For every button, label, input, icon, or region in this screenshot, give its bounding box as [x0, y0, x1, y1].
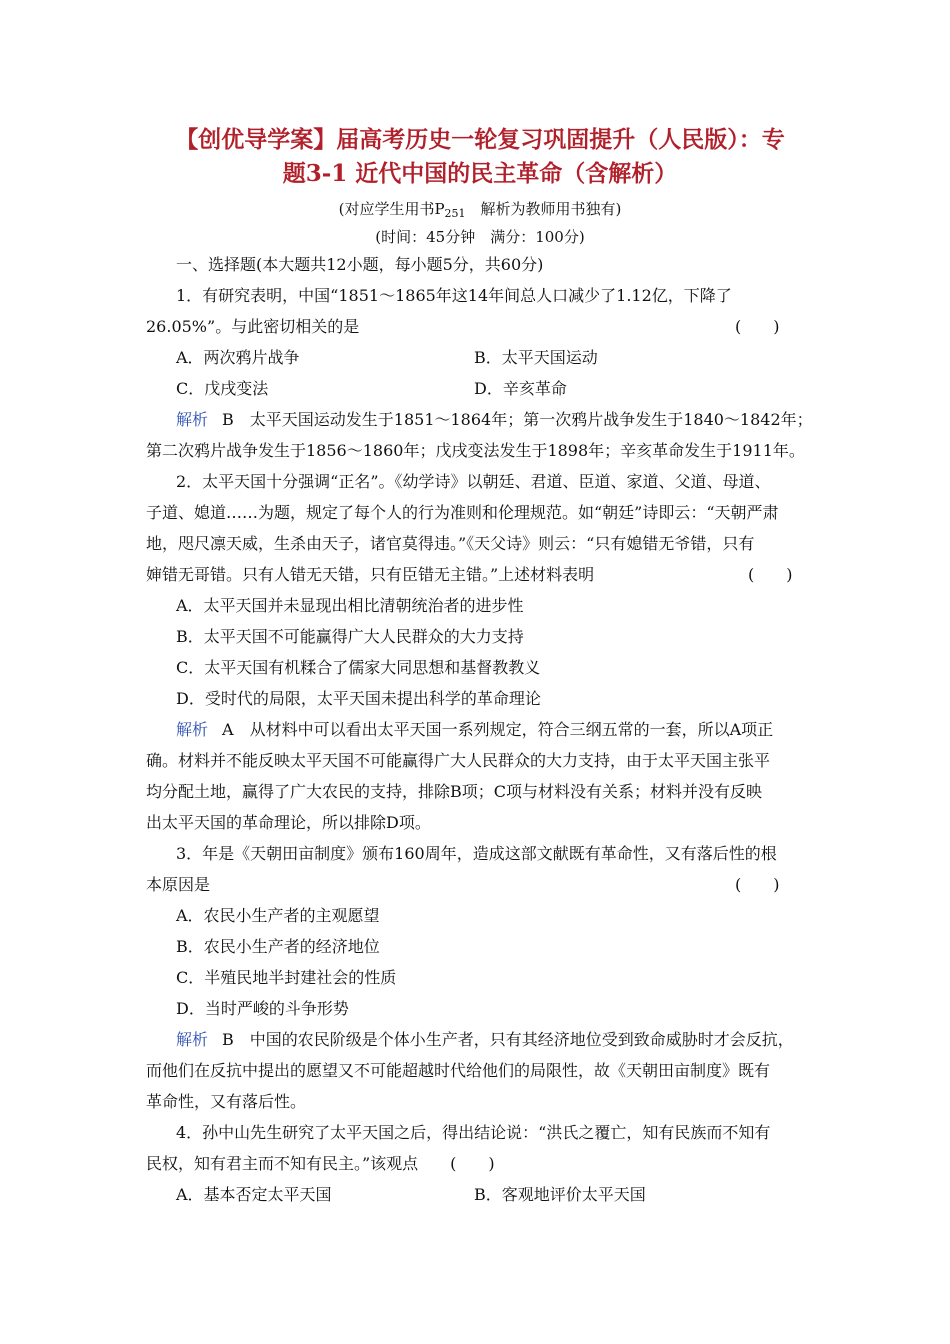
q1-analysis-line2: 第二次鸦片战争发生于1856～1860年；戊戌变法发生于1898年；辛亥革命发生于1911年。 — [146, 441, 805, 460]
q2-option-a: A．太平天国并未显现出相比清朝统治者的进步性 — [176, 596, 524, 615]
q2-stem-line4: 婶错无哥错。只有人错无天错，只有臣错无主错。”上述材料表明 — [146, 565, 595, 584]
q2-analysis-line1: 解析 A 从材料中可以看出太平天国一系列规定，符合三纲五常的一套，所以A项正 — [176, 720, 774, 739]
q4-option-a: A．基本否定太平天国 — [176, 1185, 332, 1204]
q2-option-b: B．太平天国不可能赢得广大人民群众的大力支持 — [176, 627, 524, 646]
q2-stem-line2: 子道、媳道……为题，规定了每个人的行为准则和伦理规范。如“朝廷”诗即云：“天朝严肃 — [146, 503, 779, 522]
q3-option-a: A．农民小生产者的主观愿望 — [176, 906, 380, 925]
q4-stem-line1: 4．孙中山先生研究了太平天国之后，得出结论说：“洪氏之覆亡，知有民族而不知有 — [176, 1123, 771, 1142]
q3-answer-paren: ( ) — [735, 875, 780, 894]
q3-option-c: C．半殖民地半封建社会的性质 — [176, 968, 397, 987]
q3-stem-line1: 3．年是《天朝田亩制度》颁布160周年，造成这部文献既有革命性，又有落后性的根 — [176, 844, 777, 863]
q3-option-b: B．农民小生产者的经济地位 — [176, 937, 380, 956]
q4-option-b: B．客观地评价太平天国 — [474, 1185, 646, 1204]
q1-option-c: C．戊戌变法 — [176, 379, 269, 398]
q2-option-c: C．太平天国有机糅合了儒家大同思想和基督教教义 — [176, 658, 541, 677]
q3-analysis-line2: 而他们在反抗中提出的愿望又不可能超越时代给他们的局限性，故《天朝田亩制度》既有 — [146, 1061, 771, 1080]
document-title-line-2: 题3-1 近代中国的民主革命（含解析） — [282, 160, 678, 187]
q1-option-b: B．太平天国运动 — [474, 348, 598, 367]
q1-stem-line1: 1．有研究表明，中国“1851～1865年这14年间总人口减少了1.12亿，下降了 — [176, 286, 732, 305]
q2-answer-paren: ( ) — [748, 565, 793, 584]
q4-stem-line2: 民权，知有君主而不知有民主。”该观点 ( ) — [146, 1154, 495, 1173]
q1-option-d: D．辛亥革命 — [474, 379, 567, 398]
q3-analysis-line3: 革命性，又有落后性。 — [146, 1092, 307, 1111]
reference-note: (对应学生用书$P_{251}$ 解析为教师用书独有) — [338, 200, 622, 220]
q1-answer-paren: ( ) — [735, 317, 780, 336]
q2-analysis-line2: 确。材料并不能反映太平天国不可能赢得广大人民群众的大力支持，由于太平天国主张平 — [146, 751, 771, 770]
q2-option-d: D．受时代的局限，太平天国未提出科学的革命理论 — [176, 689, 541, 708]
q3-stem-line2: 本原因是 — [146, 875, 211, 894]
q1-stem-line2: 26.05%”。与此密切相关的是 — [146, 317, 360, 336]
q2-stem-line1: 2．太平天国十分强调“正名”。《幼学诗》以朝廷、君道、臣道、家道、父道、母道、 — [176, 472, 771, 491]
q2-stem-line3: 地，咫尺凛天威，生杀由天子，诸官莫得违。”《天父诗》则云：“只有媳错无爷错，只有 — [146, 534, 755, 553]
q1-option-a: A．两次鸦片战争 — [176, 348, 300, 367]
q3-option-d: D．当时严峻的斗争形势 — [176, 999, 349, 1018]
q3-analysis-line1: 解析 B 中国的农民阶级是个体小生产者，只有其经济地位受到致命威胁时才会反抗， — [176, 1030, 794, 1049]
q2-analysis-line4: 出太平天国的革命理论，所以排除D项。 — [146, 813, 431, 832]
analysis-label: 解析 — [176, 410, 209, 429]
analysis-label: 解析 — [176, 720, 209, 739]
q2-analysis-line3: 均分配土地，赢得了广大农民的支持，排除B项；C项与材料没有关系；材料并没有反映 — [146, 782, 763, 801]
document-title-line-1: 【创优导学案】届高考历史一轮复习巩固提升（人民版）：专 — [175, 126, 785, 153]
section-heading: 一、选择题(本大题共12小题，每小题5分，共60分) — [176, 255, 544, 274]
analysis-label: 解析 — [176, 1030, 209, 1049]
q1-analysis-line1: 解析 B 太平天国运动发生于1851～1864年；第一次鸦片战争发生于1840～1842年； — [176, 410, 813, 429]
time-score-note: (时间：45分钟 满分：100分) — [375, 228, 585, 246]
